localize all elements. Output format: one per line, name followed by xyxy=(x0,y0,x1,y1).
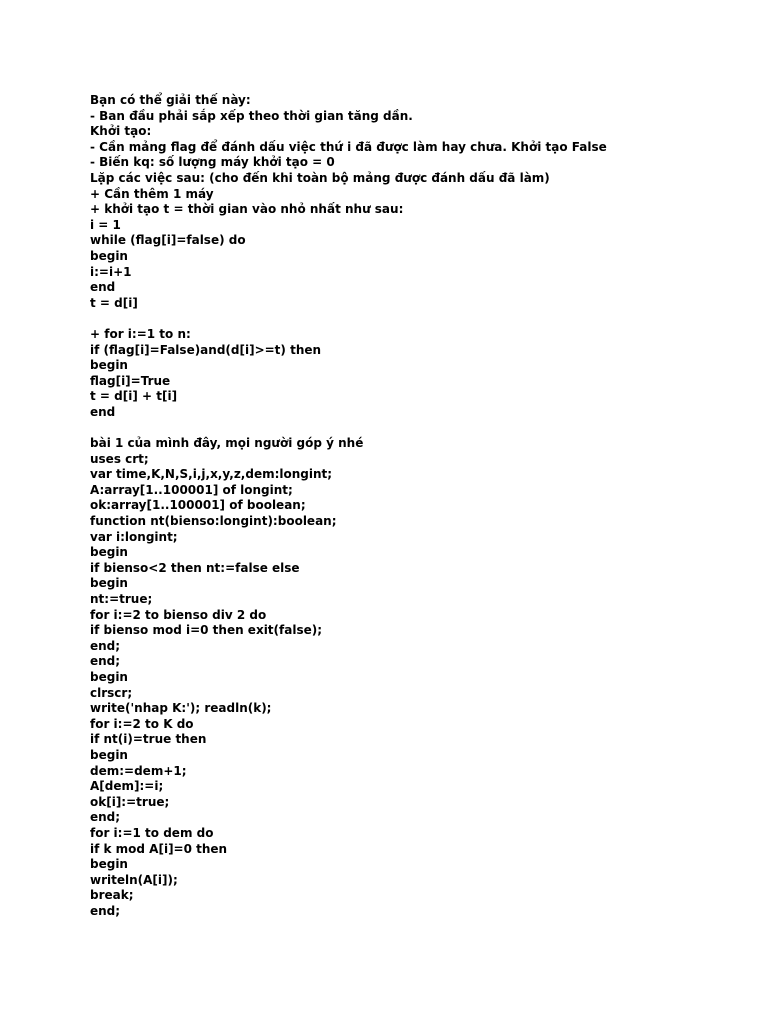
text-line: dem:=dem+1; xyxy=(90,763,187,778)
text-line: t = d[i] + t[i] xyxy=(90,389,178,404)
text-line: if bienso<2 then nt:=false else xyxy=(90,560,300,575)
text-line: if k mod A[i]=0 then xyxy=(90,841,228,856)
text-line: end xyxy=(90,280,116,295)
document-body xyxy=(90,93,730,919)
text-line: for i:=1 to dem do xyxy=(90,825,214,840)
text-line: Lặp các việc sau: (cho đến khi toàn bộ mảng được đánh dấu đã làm) xyxy=(90,170,550,185)
text-line: + Cần thêm 1 máy xyxy=(90,186,214,201)
text-line: i = 1 xyxy=(90,217,121,232)
text-line: begin xyxy=(90,248,128,263)
text-line: end; xyxy=(90,638,121,653)
text-line: var i:longint; xyxy=(90,529,178,544)
text-line: nt:=true; xyxy=(90,592,153,606)
text-line: Khởi tạo: xyxy=(90,124,152,139)
text-line: begin xyxy=(90,857,128,872)
text-line: t = d[i] xyxy=(90,295,138,310)
text-line: - Ban đầu phải sắp xếp theo thời gian tăng dần. xyxy=(90,108,413,123)
blank-line xyxy=(90,311,730,327)
text-line: begin xyxy=(90,358,128,373)
text-line: + khởi tạo t = thời gian vào nhỏ nhất như sau: xyxy=(90,202,404,217)
text-line: begin xyxy=(90,545,128,560)
text-line: for i:=2 to bienso div 2 do xyxy=(90,607,267,622)
text-line: end; xyxy=(90,654,121,669)
text-line: begin xyxy=(90,747,128,762)
text-line: end; xyxy=(90,903,121,918)
text-line: clrscr; xyxy=(90,685,133,700)
text-line: A:array[1..100001] of longint; xyxy=(90,482,293,497)
text-line: - Cần mảng flag để đánh dấu việc thứ i đã được làm hay chưa. Khởi tạo False xyxy=(90,139,607,154)
text-line: writeln(A[i]); xyxy=(90,872,178,887)
text-line: + for i:=1 to n: xyxy=(90,326,191,341)
text-line: function nt(bienso:longint):boolean; xyxy=(90,514,337,529)
text-line: while (flag[i]=false) do xyxy=(90,233,246,248)
text-line: begin xyxy=(90,576,128,591)
text-line: uses crt; xyxy=(90,451,149,466)
text-line: ok:array[1..100001] of boolean; xyxy=(90,498,306,513)
text-line: - Biến kq: số lượng máy khởi tạo = 0 xyxy=(90,155,335,170)
text-line: break; xyxy=(90,888,134,903)
text-line: if nt(i)=true then xyxy=(90,732,207,747)
text-line: write('nhap K:'); readln(k); xyxy=(90,701,272,716)
text-line: end xyxy=(90,404,116,419)
text-line: end; xyxy=(90,810,121,825)
blank-line xyxy=(90,420,730,436)
text-line: Bạn có thể giải thế này: xyxy=(90,93,251,107)
text-line: flag[i]=True xyxy=(90,373,171,388)
text-line: if (flag[i]=False)and(d[i]>=t) then xyxy=(90,342,322,357)
text-line: begin xyxy=(90,669,128,684)
text-line: var time,K,N,S,i,j,x,y,z,dem:longint; xyxy=(90,467,333,482)
text-line: if bienso mod i=0 then exit(false); xyxy=(90,623,323,638)
text-line: for i:=2 to K do xyxy=(90,716,194,731)
text-line: i:=i+1 xyxy=(90,264,132,279)
text-line: A[dem]:=i; xyxy=(90,779,164,794)
text-line: ok[i]:=true; xyxy=(90,794,170,809)
text-line: bài 1 của mình đây, mọi người góp ý nhé xyxy=(90,436,364,451)
